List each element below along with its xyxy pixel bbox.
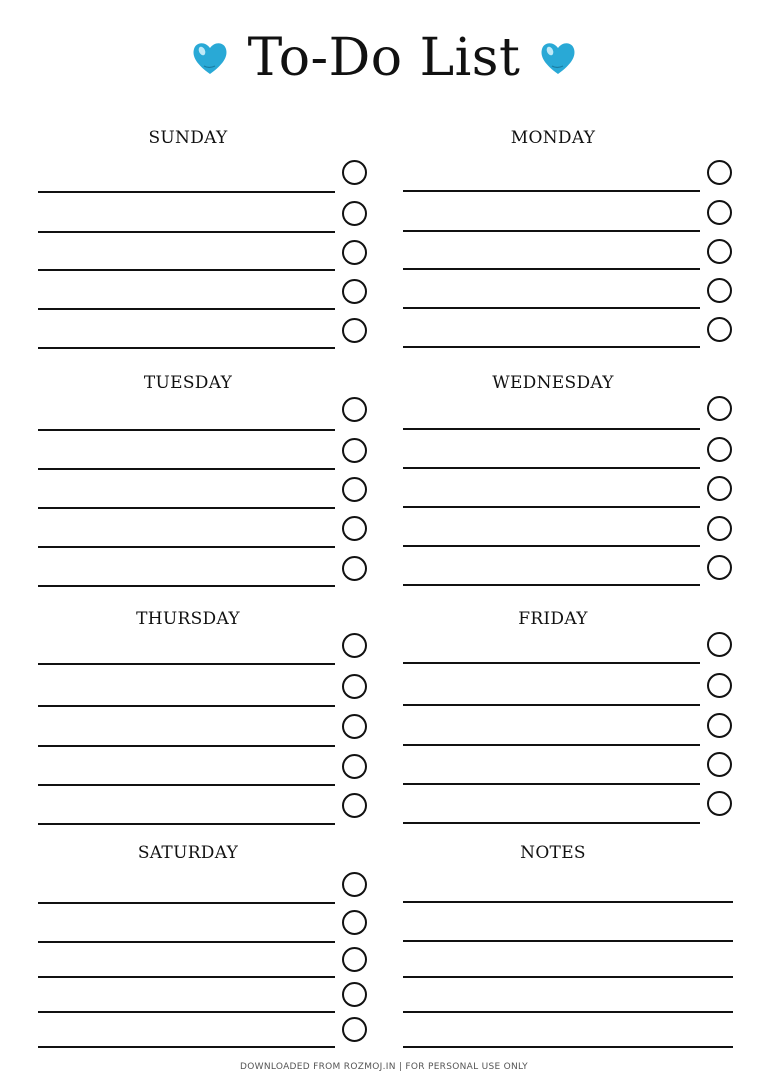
notes-line[interactable] — [403, 1046, 733, 1048]
task-line[interactable] — [403, 230, 700, 232]
checkbox[interactable] — [342, 1017, 367, 1042]
checkbox[interactable] — [342, 516, 367, 541]
task-row — [38, 872, 368, 912]
task-row — [403, 752, 733, 792]
task-line[interactable] — [38, 941, 335, 943]
checkbox[interactable] — [707, 160, 732, 185]
checkbox[interactable] — [707, 476, 732, 501]
task-row — [38, 317, 368, 357]
checkbox[interactable] — [342, 633, 367, 658]
task-line[interactable] — [38, 231, 335, 233]
task-row — [403, 200, 733, 240]
checkbox[interactable] — [707, 317, 732, 342]
day-label: WEDNESDAY — [492, 373, 614, 393]
task-line[interactable] — [403, 346, 700, 348]
checkbox[interactable] — [342, 477, 367, 502]
task-line[interactable] — [403, 268, 700, 270]
day-label: THURSDAY — [136, 609, 240, 629]
page-title: To-Do List — [247, 28, 521, 88]
task-row — [403, 239, 733, 279]
task-row — [38, 476, 368, 516]
day-label: SATURDAY — [137, 843, 239, 863]
task-line[interactable] — [403, 744, 700, 746]
task-line[interactable] — [38, 1046, 335, 1048]
task-line[interactable] — [38, 663, 335, 665]
checkbox[interactable] — [342, 318, 367, 343]
task-row — [38, 947, 368, 987]
task-row — [403, 317, 733, 357]
notes-line[interactable] — [403, 976, 733, 978]
task-row — [403, 712, 733, 752]
notes-label: NOTES — [520, 843, 586, 863]
task-line[interactable] — [38, 429, 335, 431]
task-row — [403, 791, 733, 831]
task-line[interactable] — [38, 269, 335, 271]
notes-line[interactable] — [403, 901, 733, 903]
task-line[interactable] — [38, 585, 335, 587]
task-line[interactable] — [403, 584, 700, 586]
task-row — [38, 437, 368, 477]
checkbox[interactable] — [707, 200, 732, 225]
checkbox[interactable] — [342, 438, 367, 463]
checkbox[interactable] — [342, 160, 367, 185]
task-line[interactable] — [38, 705, 335, 707]
task-row — [38, 239, 368, 279]
checkbox[interactable] — [342, 793, 367, 818]
checkbox[interactable] — [342, 201, 367, 226]
task-line[interactable] — [403, 822, 700, 824]
heart-icon — [538, 38, 578, 78]
task-row — [403, 514, 733, 554]
task-row — [38, 397, 368, 437]
task-row — [38, 673, 368, 713]
task-row — [403, 553, 733, 593]
checkbox[interactable] — [707, 752, 732, 777]
task-line[interactable] — [403, 307, 700, 309]
task-line[interactable] — [38, 976, 335, 978]
checkbox[interactable] — [342, 754, 367, 779]
task-line[interactable] — [38, 823, 335, 825]
task-line[interactable] — [403, 506, 700, 508]
checkbox[interactable] — [707, 713, 732, 738]
notes-line[interactable] — [403, 1011, 733, 1013]
checkbox[interactable] — [342, 279, 367, 304]
checkbox[interactable] — [342, 872, 367, 897]
task-line[interactable] — [403, 704, 700, 706]
checkbox[interactable] — [342, 982, 367, 1007]
checkbox[interactable] — [342, 240, 367, 265]
task-row — [403, 436, 733, 476]
checkbox[interactable] — [707, 673, 732, 698]
task-row — [403, 396, 733, 436]
task-row — [403, 160, 733, 200]
task-line[interactable] — [38, 784, 335, 786]
checkbox[interactable] — [342, 674, 367, 699]
checkbox[interactable] — [342, 947, 367, 972]
checkbox[interactable] — [707, 278, 732, 303]
day-label: TUESDAY — [143, 373, 233, 393]
checkbox[interactable] — [707, 516, 732, 541]
task-line[interactable] — [403, 428, 700, 430]
task-row — [38, 515, 368, 555]
task-line[interactable] — [38, 546, 335, 548]
task-line[interactable] — [403, 190, 700, 192]
checkbox[interactable] — [707, 437, 732, 462]
heart-icon — [190, 38, 230, 78]
task-line[interactable] — [38, 745, 335, 747]
header — [0, 18, 768, 98]
task-row — [38, 554, 368, 594]
task-row — [38, 278, 368, 318]
task-row — [38, 982, 368, 1022]
notes-line[interactable] — [403, 940, 733, 942]
footer-text: DOWNLOADED FROM ROZMOJ.IN | FOR PERSONAL USE ONLY — [240, 1062, 528, 1072]
task-row — [403, 475, 733, 515]
task-row — [38, 792, 368, 832]
task-row — [403, 632, 733, 672]
day-label: MONDAY — [510, 128, 596, 148]
task-row — [38, 633, 368, 673]
task-row — [38, 200, 368, 240]
task-row — [38, 713, 368, 753]
day-label: SUNDAY — [148, 128, 228, 148]
checkbox[interactable] — [707, 791, 732, 816]
task-row — [38, 910, 368, 950]
task-line[interactable] — [38, 191, 335, 193]
task-line[interactable] — [38, 347, 335, 349]
checkbox[interactable] — [707, 239, 732, 264]
task-line[interactable] — [403, 662, 700, 664]
task-row — [38, 1017, 368, 1057]
task-line[interactable] — [38, 308, 335, 310]
task-line[interactable] — [403, 467, 700, 469]
checkbox[interactable] — [707, 396, 732, 421]
checkbox[interactable] — [342, 556, 367, 581]
task-row — [38, 160, 368, 200]
checkbox[interactable] — [707, 632, 732, 657]
task-line[interactable] — [38, 468, 335, 470]
checkbox[interactable] — [342, 910, 367, 935]
task-line[interactable] — [38, 1011, 335, 1013]
task-row — [38, 753, 368, 793]
task-row — [403, 672, 733, 712]
checkbox[interactable] — [342, 397, 367, 422]
task-row — [403, 278, 733, 318]
task-line[interactable] — [403, 783, 700, 785]
task-line[interactable] — [38, 507, 335, 509]
task-line[interactable] — [38, 902, 335, 904]
day-label: FRIDAY — [518, 609, 588, 629]
checkbox[interactable] — [342, 714, 367, 739]
task-line[interactable] — [403, 545, 700, 547]
checkbox[interactable] — [707, 555, 732, 580]
